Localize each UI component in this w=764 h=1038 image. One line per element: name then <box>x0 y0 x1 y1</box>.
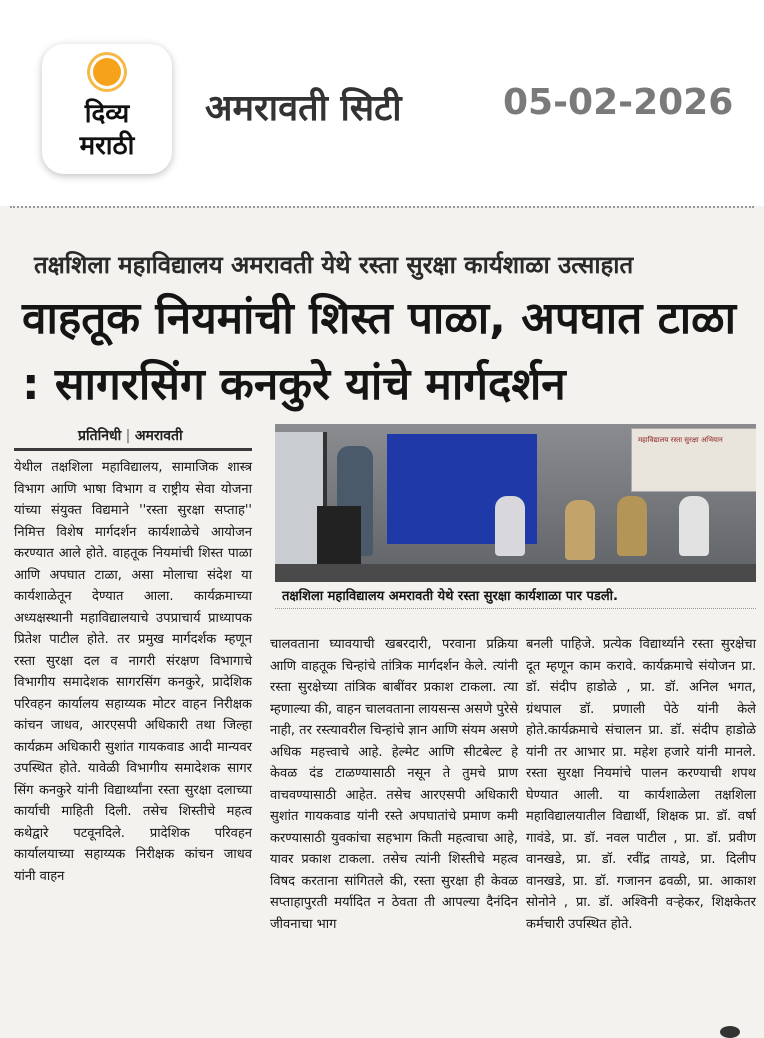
photo-caption: तक्षशिला महाविद्यालय अमरावती येथे रस्ता सुरक्षा कार्यशाळा पार पडली. <box>282 589 618 604</box>
sun-icon <box>93 58 121 86</box>
app-header <box>0 0 764 200</box>
article-column-2: चालवताना घ्यावयाची खबरदारी, परवाना प्रक्रिया आणि वाहतूक चिन्हांचे तांत्रिक मार्गदर्शन केले. त्यांनी रस्ता सुरक्षेच्या तांत्रिक बाबींवर प्रकाश टाकला. त्या म्हणाल्या की, वाहन चालवताना लायसन्स असणे पुरेसे नाही, तर रस्त्यावरील चिन्हांचे ज्ञान आणि संयम असणे अधिक महत्त्वाचे आहे. हेल्मेट आणि सीटबेल्ट हे केवळ दंड टाळण्यासाठी नसून ते तुमचे प्राण वाचवण्यासाठी आहेत. तसेच आरएसपी अधिकारी सुशांत गायकवाड यांनी रस्ते अपघातांचे प्रमाण कमी करण्यासाठी युवकांचा सहभाग किती महत्वाचा आहे, यावर प्रकाश टाकला. तसेच त्यांनी शिस्तीचे महत्व विषद करताना सांगितले की, रस्ता सुरक्षा ही केवळ सप्ताहापुरती मर्यादित न ठेवता ती आपल्या दैनंदिन जीवनाचा भाग <box>270 637 518 932</box>
divya-marathi-logo[interactable] <box>42 44 172 174</box>
photo-banner <box>631 428 756 492</box>
byline-separator: | <box>121 428 135 444</box>
top-divider <box>10 206 754 218</box>
byline <box>78 426 183 445</box>
byline-place: अमरावती <box>134 428 183 444</box>
photo-guest-1 <box>495 496 525 556</box>
article-headline: वाहतूक नियमांची शिस्त पाळा, अपघात टाळा : सागरसिंग कनकुरे यांचे मार्गदर्शन <box>22 293 737 410</box>
logo-text-line1: दिव्य <box>84 99 130 129</box>
event-photo[interactable] <box>275 424 756 582</box>
photo-guest-2 <box>565 500 595 560</box>
photo-guest-4 <box>679 496 709 556</box>
article-column-1: येथील तक्षशिला महाविद्यालय, सामाजिक शास्त्र विभाग आणि भाषा विभाग व राष्ट्रीय सेवा योजना यांच्या संयुक्त विद्यमाने ''रस्ता सुरक्षा सप्ताह'' निमित्त विशेष मार्गदर्शन कार्यशाळेचे आयोजन करण्यात आले होते. वाहतूक नियमांची शिस्त पाळा आणि अपघात टाळा, असा मोलाचा संदेश या कार्यशाळेतून देण्यात आला. कार्यक्रमाच्या अध्यक्षस्थानी महाविद्यालयाचे उपप्राचार्य प्राध्यापक प्रितेश पाटील होते. तर प्रमुख मार्गदर्शक म्हणून रस्ता सुरक्षा दल व नागरी संरक्षण विभागाचे विभागीय समादेशक सागरसिंग कनकुरे, प्रादेशिक परिवहन कार्यालय सहाय्यक मोटर वाहन निरीक्षक कांचन जाधव, आरएसपी अधिकारी तथा जिल्हा कार्यक्रम अधिकारी सुशांत गायकवाड आदी मान्यवर उपस्थित होते. यावेळी विभागीय समादेशक सागर सिंग कनकुरे यांनी विद्यार्थ्यांना रस्ता सुरक्षा दलाच्या कार्याची माहिती दिली. तसेच शिस्तीचे महत्व कथेद्वारे पटवूनदिले. प्रादेशिक परिवहन कार्यालयाच्या सहाय्यक निरीक्षक कांचन जाधव यांनी वाहन <box>14 448 252 887</box>
article-column-3: बनली पाहिजे. प्रत्येक विद्यार्थ्याने रस्ता सुरक्षेचा दूत म्हणून काम करावे. कार्यक्रमाचे संयोजन प्रा. डॉ. संदीप हाडोळे , प्रा. डॉ. अनिल भगत, ग्रंथपाल डॉ. प्रणाली पेठे यांनी केले होते.कार्यक्रमाचे संचालन प्रा. डॉ. संदीप हाडोळे यांनी तर आभार प्रा. महेश हजारे यांनी मानले. रस्ता सुरक्षा नियमांचे पालन करण्याची शपथ घेण्यात आली. या कार्यशाळेला तक्षशिला महाविद्यालयातील विद्यार्थी, शिक्षक प्रा. डॉ. वर्षा गावंडे, प्रा. डॉ. नवल पाटील , प्रा. डॉ. प्रवीण वानखडे, प्रा. डॉ. रवींद्र तायडे, प्रा. दिलीप वानखडे, प्रा. डॉ. गजानन ढवळी, प्रा. आकाश सोनोने , प्रा. डॉ. अश्विनी वऱ्हेकर, शिक्षकेतर कर्मचारी उपस्थित होते. <box>526 637 756 932</box>
photo-table <box>275 564 756 582</box>
photo-banner-text: महाविद्यालय रस्ता सुरक्षा अभियान <box>638 436 723 444</box>
byline-name: प्रतिनिधी <box>78 428 122 444</box>
newspaper-clipping <box>0 206 764 1038</box>
logo-text-line2: मराठी <box>79 131 135 161</box>
photo-guest-3 <box>617 496 647 556</box>
article-kicker: तक्षशिला महाविद्यालय अमरावती येथे रस्ता सुरक्षा कार्यशाळा उत्साहात <box>34 251 634 279</box>
edition-city: अमरावती सिटी <box>205 88 402 129</box>
caption-divider <box>275 608 756 609</box>
edition-date: 05-02-2026 <box>503 82 734 123</box>
page-corner-mark <box>720 1026 740 1038</box>
